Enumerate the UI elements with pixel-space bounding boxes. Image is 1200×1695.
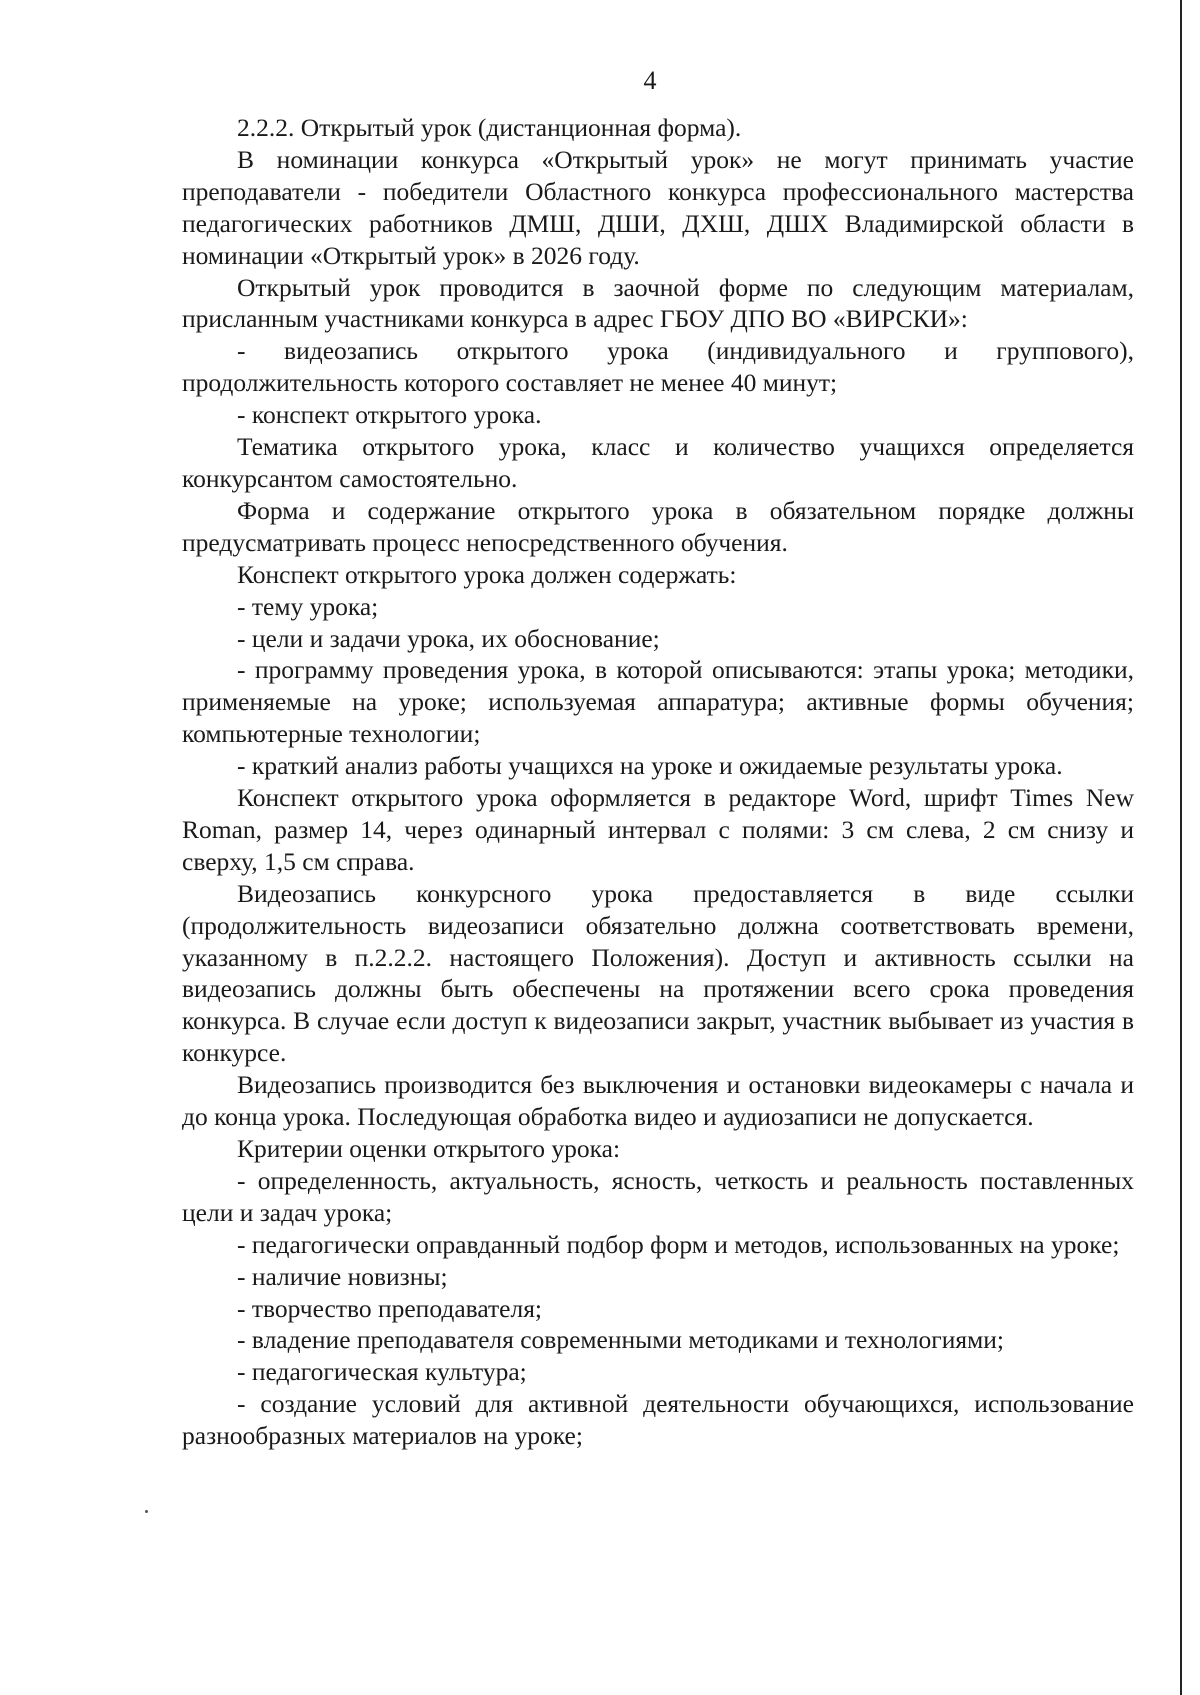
list-item: - педагогическая культура;: [237, 1357, 527, 1387]
paragraph: Тематика открытого урока, класс и количество учащихся определяется конкурсантом самостоятельно.: [182, 432, 1134, 493]
scan-border-line: [1180, 0, 1182, 1695]
list-item: - педагогически оправданный подбор форм и методов, использованных на уроке;: [237, 1229, 1120, 1259]
list-item: - цели и задачи урока, их обоснование;: [237, 623, 660, 653]
list-item: - создание условий для активной деятельности обучающихся, использование разнообразных материалов на уроке;: [182, 1389, 1134, 1451]
paragraph: В номинации конкурса «Открытый урок» не могут принимать участие преподаватели - победители Областного конкурса профессионального мастерства педагогических работников ДМШ, ДШИ, ДХШ, ДШХ Владимирской области в номинации «Открытый урок» в 2026 году.: [182, 144, 1134, 270]
list-item: - наличие новизны;: [237, 1261, 448, 1291]
list-item: - определенность, актуальность, ясность, четкость и реальность поставленных цели и задач урока;: [182, 1165, 1134, 1227]
list-item: - программу проведения урока, в которой описываются: этапы урока; методики, применяемые на уроке; используемая аппаратура; активные формы обучения; компьютерные технологии;: [182, 655, 1134, 749]
paragraph: Открытый урок проводится в заочной форме по следующим материалам, присланным участниками конкурса в адрес ГБОУ ДПО ВО «ВИРСКИ»:: [182, 272, 1134, 334]
list-item: - тему урока;: [237, 591, 379, 621]
paragraph: Видеозапись конкурсного урока предоставляется в виде ссылки (продолжительность видеозаписи обязательно должна соответствовать времени, указанному в п.2.2.2. настоящего Положения). Доступ и активность ссылки на видеозапись должны быть обеспечены на протяжении всего срока проведения конкурса. В случае если доступ к видеозаписи закрыт, участник выбывает из участия в конкурсе.: [182, 878, 1134, 1068]
paragraph: Конспект открытого урока должен содержать:: [237, 559, 737, 589]
paragraph: Конспект открытого урока оформляется в редакторе Word, шрифт Times New Roman, размер 14, через одинарный интервал с полями: 3 см слева, 2 см снизу и сверху, 1,5 см справа.: [182, 783, 1134, 876]
list-item: - конспект открытого урока.: [237, 400, 542, 430]
list-item: - творчество преподавателя;: [237, 1293, 543, 1323]
list-item: - владение преподавателя современными методиками и технологиями;: [237, 1325, 1004, 1355]
page-number: 4: [643, 66, 657, 95]
list-item: - краткий анализ работы учащихся на уроке и ожидаемые результаты урока.: [237, 751, 1063, 781]
paragraph: Критерии оценки открытого урока:: [237, 1134, 621, 1163]
scan-speck: [145, 1510, 148, 1513]
paragraph: Форма и содержание открытого урока в обязательном порядке должны предусматривать процесс непосредственного обучения.: [182, 495, 1134, 557]
section-heading: 2.2.2. Открытый урок (дистанционная форма).: [237, 113, 742, 142]
document-body: [182, 112, 1134, 1452]
paragraph: Видеозапись производится без выключения и остановки видеокамеры с начала и до конца урока. Последующая обработка видео и аудиозаписи не допускается.: [182, 1070, 1134, 1132]
list-item: - видеозапись открытого урока (индивидуального и группового), продолжительность которого составляет не менее 40 минут;: [182, 336, 1134, 398]
